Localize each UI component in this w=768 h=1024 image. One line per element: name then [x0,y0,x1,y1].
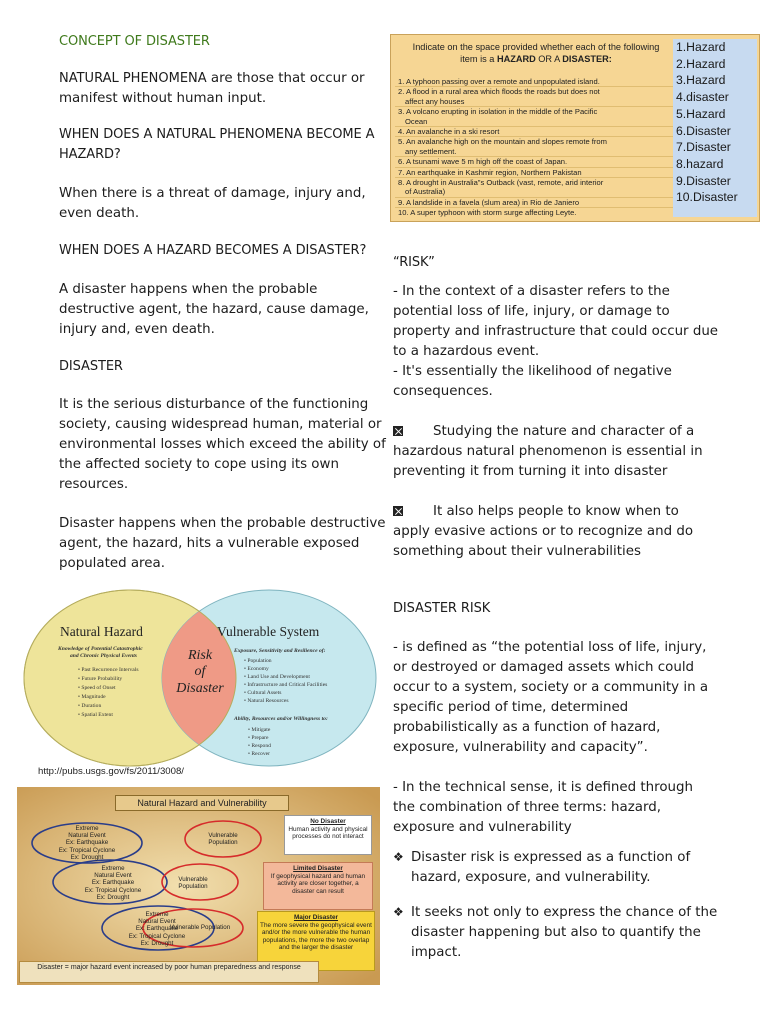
answer-item: 10.Disaster [676,190,738,205]
list-item: 3. A volcano erupting in isolation in the middle of the Pacific [398,107,598,117]
svg-text:• Population: • Population [244,658,272,664]
answer-item: 4.disaster [676,90,729,105]
hazard-vulnerability-diagram [17,787,380,985]
risk-venn-diagram [22,587,378,769]
disaster-risk-heading: DISASTER RISK [393,601,491,616]
list-item: affect any houses [395,97,677,107]
concept-title: CONCEPT OF DISASTER [59,34,210,49]
nhv-title: Natural Hazard and Vulnerability [115,795,289,811]
list-item: any settlement. [395,147,677,157]
list-item: 10. A super typhoon with storm surge affecting Leyte. [398,208,577,218]
svg-text:• Respond: • Respond [248,743,271,749]
nhv-footer: Disaster = major hazard event increased by poor human preparedness and response [19,961,319,983]
checkbox-bullet-icon [393,506,403,516]
event-label-3: Extreme Natural Event Ex: Earthquake Ex: Tropical Cyclone Ex: Drought [128,911,186,947]
risk-definition: - In the context of a disaster refers to the potential loss of life, injury, or damage to property and infrastructure that could occur due to a hazardous event. - It's essentially the likelihood of negative consequences. [393,284,719,399]
bullet-evasive: It also helps people to know when to apply evasive actions or to recognize and do something about their vulnerabilities [393,504,694,559]
answer-disaster: A disaster happens when the probable destructive agent, the hazard, cause damage, injury and, even death. [59,282,369,337]
disaster-risk-definition: - is defined as “the potential loss of life, injury, or destroyed or damaged assets which could occur to a system, society or a community in a specific period of time, determined probabilistically as a function of hazard, exposure, vulnerability and capacity”. [393,640,709,755]
limited-disaster-box: Limited Disaster If geophysical hazard and human activity are closer together, a disaster can result [263,862,373,910]
risk-heading: “RISK” [393,255,435,270]
event-label-2: Extreme Natural Event Ex: Earthquake Ex: Tropical Cyclone Ex: Drought [84,865,142,901]
event-label-1: Extreme Natural Event Ex: Earthquake Ex: Tropical Cyclone Ex: Drought [58,825,116,861]
diamond-bullet-function: ❖ Disaster risk is expressed as a function of hazard, exposure, and vulnerability. [393,847,723,888]
svg-text:• Natural Resources: • Natural Resources [244,698,289,704]
svg-text:• Land Use and Development: • Land Use and Development [244,674,310,680]
disaster-happens: Disaster happens when the probable destructive agent, the hazard, hits a vulnerable exposed populated area. [59,516,386,571]
checkbox-bullet-icon [393,426,403,436]
answer-item: 7.Disaster [676,140,731,155]
source-url: http://pubs.usgs.gov/fs/2011/3008/ [38,766,184,777]
list-item: 1. A typhoon passing over a remote and unpopulated island. [395,77,677,87]
svg-text:Disaster: Disaster [176,681,224,696]
svg-text:• Cultural Assets: • Cultural Assets [244,690,282,696]
diamond-bullet-impact: ❖ It seeks not only to express the chance of the disaster happening but also to quantify the impact. [393,902,723,963]
technical-sense: - In the technical sense, it is defined through the combination of three terms: hazard, exposure and vulnerability [393,780,693,835]
svg-text:• Future Probability: • Future Probability [78,676,123,682]
svg-text:• Past Recurrence Intervals: • Past Recurrence Intervals [78,667,139,673]
major-disaster-box: Major Disaster The more severe the geophysical event and/or the more vulnerable the human populations, the more the two overlap and the larger the disaster [257,911,375,971]
svg-text:• Prepare: • Prepare [248,735,269,741]
svg-text:• Mitigate: • Mitigate [248,727,271,733]
svg-text:Knowledge of Potential Catastr: Knowledge of Potential Catastrophic [58,646,143,652]
disaster-heading: DISASTER [59,359,123,374]
question-hazard: WHEN DOES A NATURAL PHENOMENA BECOME A HAZARD? [59,127,375,162]
list-item: 2. A flood in a rural area which floods the roads but does not [398,87,600,97]
natural-phenomena-definition: NATURAL PHENOMENA are those that occur or manifest without human input. [59,71,365,106]
svg-text:• Spatial Extent: • Spatial Extent [78,712,113,718]
answer-item: 6.Disaster [676,123,731,138]
quiz-instructions: Indicate on the space provided whether each of the following item is a HAZARD OR A DISASTER: [412,42,660,64]
no-disaster-box: No Disaster Human activity and physical processes do not interact [284,815,372,855]
list-item: 9. A landslide in a favela (slum area) in Rio de Janiero [395,198,677,208]
diamond-bullet-icon: ❖ [393,905,404,919]
svg-text:and Chronic Physical Events: and Chronic Physical Events [70,653,137,659]
svg-text:Ability, Resources and/or Will: Ability, Resources and/or Willingness to: [234,716,328,722]
venn-left-title: Natural Hazard [60,624,143,639]
svg-text:• Infrastructure and Critical: • Infrastructure and Critical Facilities [244,682,328,688]
vulnerable-label-1: Vulnerable Population [208,832,238,847]
venn-right-title: Vulnerable System [217,624,320,639]
svg-text:• Economy: • Economy [244,666,269,672]
quiz-answers [673,39,757,217]
vulnerable-label-2: Vulnerable Population [178,876,208,891]
svg-text:• Recover: • Recover [248,751,270,757]
venn-center-risk: Risk [187,648,213,663]
diamond-bullet-icon: ❖ [393,850,404,864]
question-disaster: WHEN DOES A HAZARD BECOMES A DISASTER? [59,243,367,258]
disaster-definition: It is the serious disturbance of the functioning society, causing widespread human, material or environmental losses which exceed the ability of the affected society to cope using its own resources. [59,397,386,492]
answer-item: 9.Disaster [676,173,731,188]
list-item: Ocean [395,117,677,127]
quiz-item-list [395,77,677,218]
natural-phenomena-term: NATURAL PHENOMENA [59,71,207,86]
svg-text:of: of [194,664,206,679]
hazard-or-disaster-quiz [390,34,760,222]
list-item: 6. A tsunami wave 5 m high off the coast of Japan. [395,157,677,167]
list-item: of Australia) [395,187,677,197]
answer-hazard: When there is a threat of damage, injury and, even death. [59,186,366,221]
list-item: 7. An earthquake in Kashmir region, Northern Pakistan [395,168,677,178]
svg-text:Exposure, Sensitivity and Resi: Exposure, Sensitivity and Resilience of: [234,648,326,654]
answer-item: 1.Hazard [676,40,726,54]
list-item: 8. A drought in Australia"s Outback (vast, remote, arid interior [398,178,604,188]
answer-item: 3.Hazard [676,73,726,88]
answer-item: 8.hazard [676,156,724,171]
list-item: 4. An avalanche in a ski resort [395,127,677,137]
answer-item: 5.Hazard [676,106,726,121]
list-item: 5. An avalanche high on the mountain and slopes remote from [398,137,607,147]
svg-text:• Speed of Onset: • Speed of Onset [78,685,116,691]
svg-text:• Magnitude: • Magnitude [78,694,106,700]
bullet-studying: Studying the nature and character of a hazardous natural phenomenon is essential in preventing it from turning it into disaster [393,424,703,479]
svg-text:• Duration: • Duration [78,703,102,709]
vulnerable-label-3: Vulnerable Population [169,924,231,931]
answer-item: 2.Hazard [676,56,726,71]
